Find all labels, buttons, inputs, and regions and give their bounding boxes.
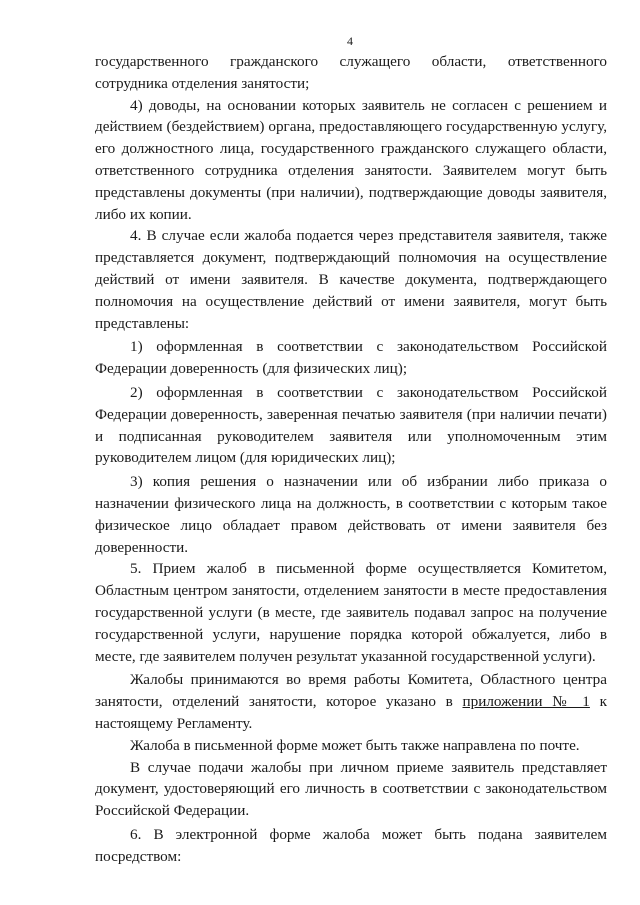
paragraph-item-2-power-of-attorney-legal: 2) оформленная в соответствии с законодательством Российской Федерации доверенность, заверенная печатью заявителя (при наличии печати) и подписанная руководителем заявителя или уполномоченным этим руководителем лицом (для юридических лиц); — [95, 383, 607, 467]
appendix-1-link[interactable]: приложении № 1 — [462, 693, 590, 711]
working-hours-text-after: к настоящему Регламенту. — [95, 693, 607, 732]
paragraph-mail-submission: Жалоба в письменной форме может быть также направлена по почте. — [130, 736, 580, 754]
paragraph-item-4-arguments: 4) доводы, на основании которых заявитель не согласен с решением и действием (бездействием) органа, предоставляющего государственную услугу, его должностного лица, государственного гражданского служащего области, ответственного сотрудника отделения занятости. Заявителем могут быть представлены документы (при наличии), подтверждающие доводы заявителя, либо их копии. — [95, 96, 607, 223]
paragraph-personal-reception: В случае подачи жалобы при личном приеме заявитель представляет документ, удостоверяющий его личность в соответствии с законодательством Российской Федерации. — [95, 758, 607, 820]
paragraph-section-6-electronic: 6. В электронной форме жалоба может быть подана заявителем посредством: — [95, 825, 607, 865]
paragraph-item-1-power-of-attorney: 1) оформленная в соответствии с законодательством Российской Федерации доверенность (для физических лиц); — [95, 338, 607, 378]
paragraph-continuation: государственного гражданского служащего области, ответственного сотрудника отделения занятости; — [95, 53, 607, 92]
working-hours-text-before: Жалобы принимаются во время работы Комитета, Областного центра занятости, отделений занятости, которое указано в — [95, 671, 607, 711]
page-number: 4 — [347, 34, 353, 48]
paragraph-section-4-representative: 4. В случае если жалоба подается через представителя заявителя, также представляется документ, подтверждающий полномочия на осуществление действий от имени заявителя. В качестве документа, подтверждающего полномочия на осуществление действий от имени заявителя, могут быть представлены: — [95, 227, 607, 332]
paragraph-section-5-written-complaints: 5. Прием жалоб в письменной форме осуществляется Комитетом, Областным центром занятости, отделением занятости в месте предоставления государственной услуги (в месте, где заявитель подавал запрос на получение государственной услуги, нарушение порядка которой обжалуется, либо в месте, где заявителем получен результат указанной государственной услуги). — [95, 560, 607, 665]
document-body — [95, 51, 607, 867]
paragraph-item-3-appointment-copy: 3) копия решения о назначении или об избрании либо приказа о назначении физического лица на должность, в соответствии с которым такое физическое лицо обладает правом действовать от имени заявителя без доверенности. — [95, 473, 607, 556]
paragraph-working-hours — [95, 669, 607, 734]
